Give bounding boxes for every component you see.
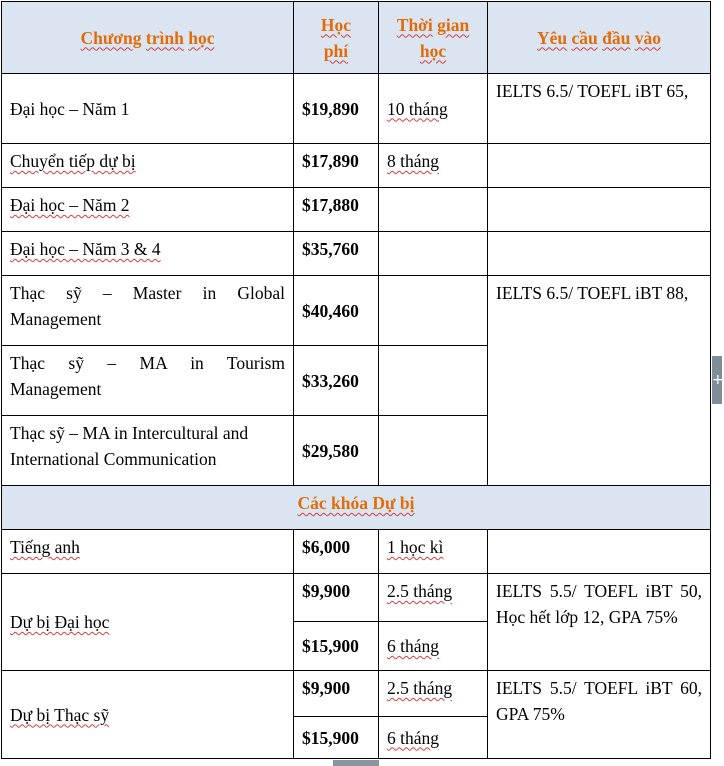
- expand-tab[interactable]: [712, 356, 722, 404]
- program-cell: Thạc sỹ – Master in Global Management: [2, 276, 294, 346]
- duration-cell: 6 tháng: [379, 717, 488, 759]
- requirement-cell: [488, 232, 711, 276]
- header-requirement: Yêu cầu đầu vào: [488, 2, 711, 74]
- program-cell: Tiếng anh: [2, 530, 294, 574]
- duration-cell: 6 tháng: [379, 622, 488, 671]
- duration-cell: [379, 188, 488, 232]
- table-row: [2, 574, 711, 622]
- fee-cell: $17,880: [294, 188, 379, 232]
- fee-cell: $9,900: [294, 574, 379, 622]
- header-duration: Thời gian học: [379, 2, 488, 74]
- duration-cell: [379, 346, 488, 416]
- program-cell: Đại học – Năm 2: [2, 188, 294, 232]
- fee-cell: $33,260: [294, 346, 379, 416]
- table-row: [2, 232, 711, 276]
- table-row: [2, 144, 711, 188]
- table-row: [2, 276, 711, 346]
- table-row: [2, 671, 711, 717]
- program-cell: Đại học – Năm 1: [2, 74, 294, 144]
- fee-cell: $15,900: [294, 622, 379, 671]
- program-cell: Dự bị Đại học: [2, 574, 294, 671]
- section-header-row: [2, 486, 711, 530]
- duration-cell: 10 tháng: [379, 74, 488, 144]
- fee-cell: $29,580: [294, 416, 379, 486]
- requirement-cell: IELTS 6.5/ TOEFL iBT 65,: [488, 74, 711, 144]
- duration-cell: 8 tháng: [379, 144, 488, 188]
- program-cell: Thạc sỹ – MA in Tourism Management: [2, 346, 294, 416]
- requirement-cell: IELTS 6.5/ TOEFL iBT 88,: [488, 276, 711, 486]
- requirement-cell: IELTS 5.5/ TOEFL iBT 50, Học hết lớp 12, GPA 75%: [488, 574, 711, 671]
- fee-cell: $40,460: [294, 276, 379, 346]
- fee-cell: $9,900: [294, 671, 379, 717]
- fee-cell: $35,760: [294, 232, 379, 276]
- table-header-row: [2, 2, 711, 74]
- header-fee: Học phí: [294, 2, 379, 74]
- program-cell: Đại học – Năm 3 & 4: [2, 232, 294, 276]
- program-cell: Thạc sỹ – MA in Intercultural and International Communication: [2, 416, 294, 486]
- table-row: [2, 530, 711, 574]
- duration-cell: 1 học kì: [379, 530, 488, 574]
- duration-cell: [379, 276, 488, 346]
- header-program: Chương trình học: [2, 2, 294, 74]
- fee-cell: $17,890: [294, 144, 379, 188]
- requirement-cell: [488, 144, 711, 188]
- duration-cell: 2.5 tháng: [379, 574, 488, 622]
- requirement-cell: [488, 188, 711, 232]
- section-title: Các khóa Dự bị: [2, 486, 711, 530]
- program-cell: Dự bị Thạc sỹ: [2, 671, 294, 759]
- program-cell: Chuyển tiếp dự bị: [2, 144, 294, 188]
- table-row: [2, 74, 711, 144]
- duration-cell: [379, 232, 488, 276]
- requirement-cell: IELTS 5.5/ TOEFL iBT 60, GPA 75%: [488, 671, 711, 759]
- fee-cell: $19,890: [294, 74, 379, 144]
- tuition-table: [1, 1, 711, 759]
- table-row: [2, 188, 711, 232]
- requirement-cell: [488, 530, 711, 574]
- fee-cell: $6,000: [294, 530, 379, 574]
- plus-icon: +: [712, 372, 724, 388]
- duration-cell: 2.5 tháng: [379, 671, 488, 717]
- fee-cell: $15,900: [294, 717, 379, 759]
- duration-cell: [379, 416, 488, 486]
- scroll-handle[interactable]: [333, 760, 379, 766]
